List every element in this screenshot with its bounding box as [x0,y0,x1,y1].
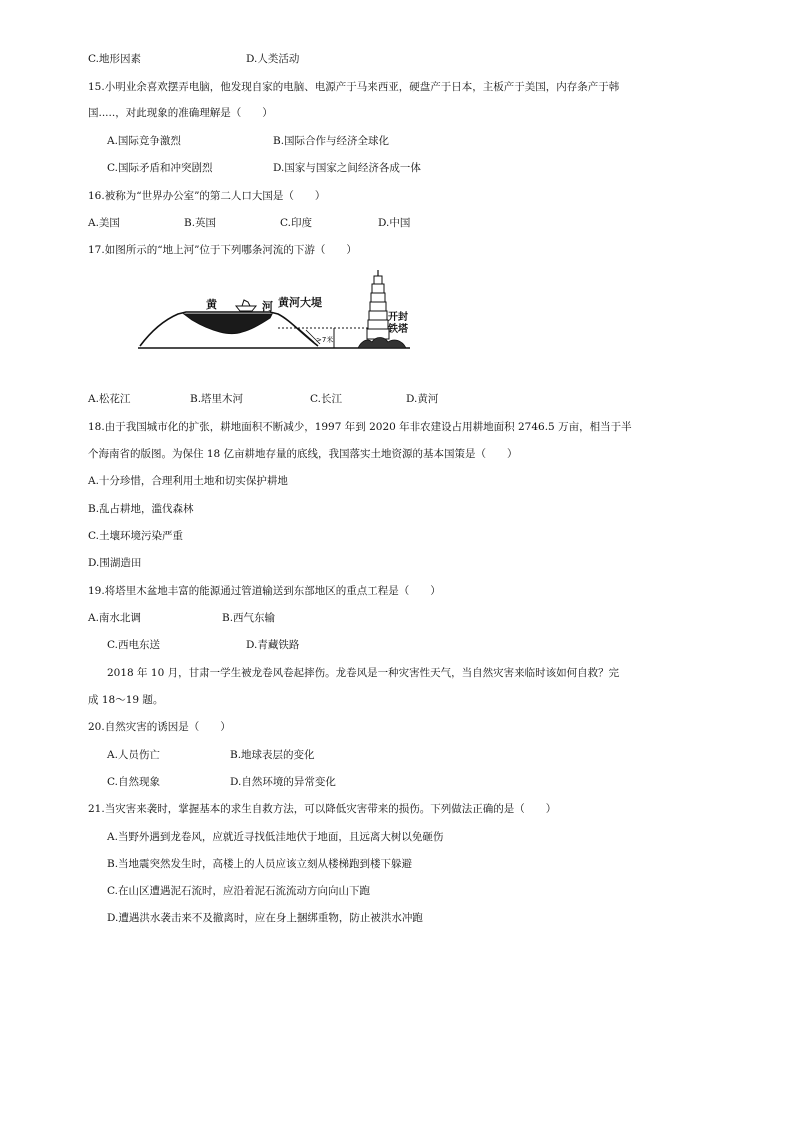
q19-stem: 19.将塔里木盆地丰富的能源通过管道输送到东部地区的重点工程是（ ） [88,585,441,597]
label-huang: 黄 [206,298,217,311]
q15-option-c: C.国际矛盾和冲突剧烈 [107,162,213,174]
q21-option-d: D.遭遇洪水袭击来不及撤离时，应在身上捆绑重物，防止被洪水冲跑 [107,912,423,924]
q19-option-a: A.南水北调 [88,612,141,624]
q20-option-c: C.自然现象 [107,776,160,788]
q16-stem: 16.被称为“世界办公室”的第二人口大国是（ ） [88,190,326,202]
label-he: 河 [262,300,273,313]
q20-option-d: D.自然环境的异常变化 [230,776,336,788]
q19-option-c: C.西电东送 [107,639,160,651]
q15-option-d: D.国家与国家之间经济各成一体 [273,162,421,174]
label-iron-tower: 铁塔 [388,324,408,335]
q16-option-b: B.英国 [184,217,217,229]
q19-option-d: D.青藏铁路 [246,639,300,651]
q21-option-c: C.在山区遭遇泥石流时，应沿着泥石流流动方向向山下跑 [107,885,370,897]
q17-option-b: B.塔里木河 [190,393,244,405]
q18-stem-line1: 18.由于我国城市化的扩张，耕地面积不断减少，1997 年到 2020 年非农建设占用耕地面积 2746.5 万亩，相当于半 [88,421,632,433]
q15-option-a: A.国际竞争激烈 [107,135,181,147]
q20-option-b: B.地球表层的变化 [230,749,315,761]
q18-option-b: B.乱占耕地，滥伐森林 [88,503,194,515]
material-line2: 成 18～19 题。 [88,694,164,706]
q14-option-d: D.人类活动 [246,53,300,65]
q17-option-a: A.松花江 [88,393,131,405]
q20-option-a: A.人员伤亡 [107,749,160,761]
label-yellow-river-dike: 黄河大堤 [278,296,322,309]
q20-stem: 20.自然灾害的诱因是（ ） [88,721,231,733]
q15-option-b: B.国际合作与经济全球化 [273,135,390,147]
q18-option-d: D.围湖造田 [88,557,142,569]
q19-option-b: B.西气东输 [222,612,276,624]
q21-option-a: A.当野外遇到龙卷风，应就近寻找低洼地伏于地面，且远离大树以免砸伤 [107,831,444,843]
q21-option-b: B.当地震突然发生时，高楼上的人员应该立刻从楼梯跑到楼下躲避 [107,858,413,870]
label-height: >7米 [316,336,334,344]
q18-stem-line2: 个海南省的版图。为保住 18 亿亩耕地存量的底线，我国落实土地资源的基本国策是（ ） [88,448,518,460]
q14-option-c: C.地形因素 [88,53,141,65]
q21-stem: 21.当灾害来袭时，掌握基本的求生自救方法，可以降低灾害带来的损伤。下列做法正确的是（ ） [88,803,557,815]
q17-option-c: C.长江 [310,393,342,405]
q16-option-d: D.中国 [378,217,411,229]
river-water [184,314,272,334]
q17-stem: 17.如图所示的“地上河”位于下列哪条河流的下游（ ） [88,244,357,256]
q16-option-c: C.印度 [280,217,312,229]
q17-option-d: D.黄河 [406,393,439,405]
q16-option-a: A.美国 [88,217,120,229]
q15-stem-line2: 国.....，对此现象的准确理解是（ ） [88,107,273,119]
q15-stem-line1: 15.小明业余喜欢摆弄电脑，他发现自家的电脑、电源产于马来西亚，硬盘产于日本，主板产于美国，内存条产于韩 [88,81,620,93]
label-kaifeng: 开封 [388,312,408,323]
pagoda-icon [358,270,406,348]
ship-icon [236,306,256,311]
q18-option-c: C.土壤环境污染严重 [88,530,183,542]
material-line1: 2018 年 10 月，甘肃一学生被龙卷风卷起摔伤。龙卷风是一种灾害性天气，当自然灾害来临时该如何自救？完 [107,667,620,679]
above-ground-river-figure [138,268,410,352]
q18-option-a: A.十分珍惜，合理利用土地和切实保护耕地 [88,475,288,487]
